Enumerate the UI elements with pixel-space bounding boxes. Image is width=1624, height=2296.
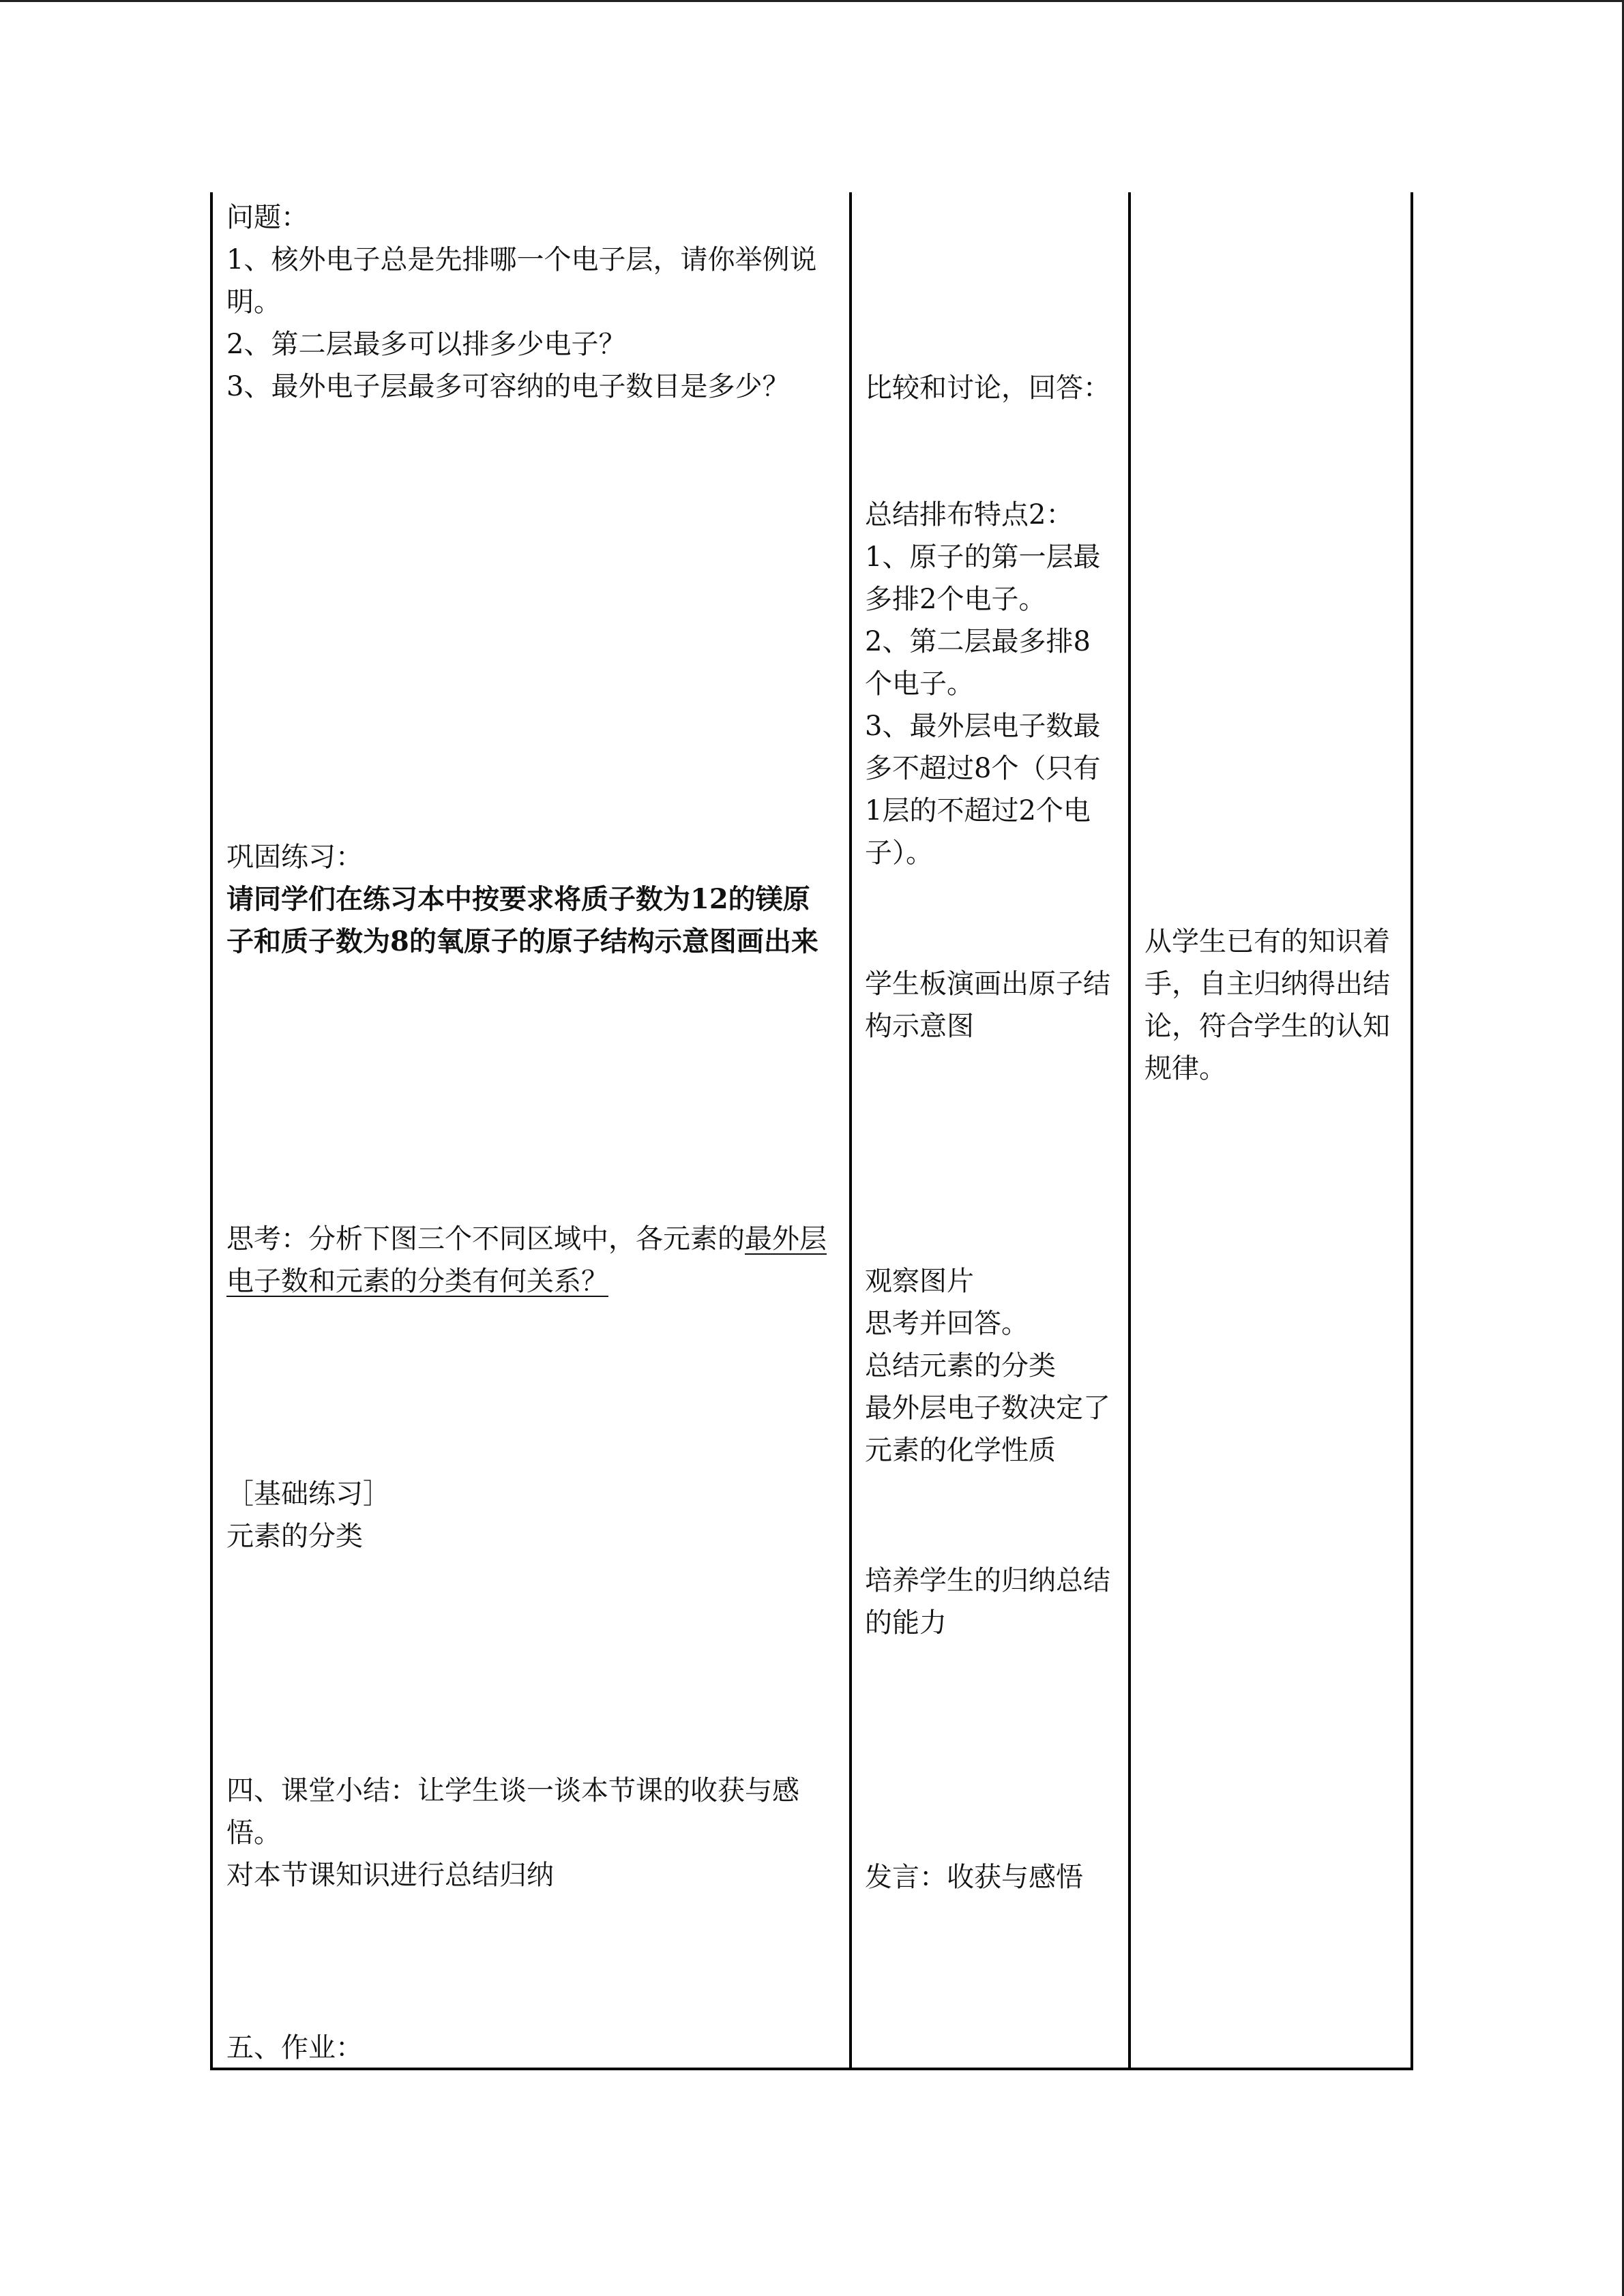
feature-3: 3、最外层电子数最多不超过8个（只有1层的不超过2个电子）。 xyxy=(865,711,1101,869)
col1-summary xyxy=(226,1770,833,1896)
feature-2: 2、第二层最多排8个电子。 xyxy=(865,626,1091,700)
think-underlined: 最外层电子数和元素的分类有何关系？ xyxy=(226,1223,827,1297)
col2-discuss xyxy=(865,367,1117,409)
homework: 五、作业： xyxy=(226,2032,363,2063)
design-intent-text: 从学生已有的知识着手，自主归纳得出结论，符合学生的认知规律。 xyxy=(1145,926,1390,1084)
col2-cultivate xyxy=(865,1560,1117,1644)
table-right-border xyxy=(1411,192,1413,2070)
col1-basic xyxy=(226,1473,833,1557)
summary-heading: 四、课堂小结：让学生谈一谈本节课的收获与感悟。 xyxy=(226,1775,799,1849)
practice-text: 请同学们在练习本中按要求将质子数为12的镁原子和质子数为8的氧原子的原子结构示意图画出来 xyxy=(226,883,818,957)
question-1: 1、核外电子总是先排哪一个电子层，请你举例说明。 xyxy=(226,244,817,318)
observe-text: 观察图片 xyxy=(865,1266,974,1297)
speak-text: 发言：收获与感悟 xyxy=(865,1862,1083,1893)
col1-think xyxy=(226,1218,833,1302)
question-heading: 问题： xyxy=(226,202,308,233)
think-question xyxy=(226,1218,833,1302)
table-left-border xyxy=(210,192,213,2070)
think-prefix: 思考：分析下图三个不同区域中，各元素的 xyxy=(226,1223,745,1255)
col2-speak xyxy=(865,1856,1117,1898)
outer-decides-text: 最外层电子数决定了元素的化学性质 xyxy=(865,1392,1110,1466)
col2-features xyxy=(865,494,1117,874)
cultivate-text: 培养学生的归纳总结的能力 xyxy=(865,1565,1110,1639)
table-divider-1 xyxy=(849,192,852,2070)
col1-questions xyxy=(226,196,833,408)
feature-1: 1、原子的第一层最多排2个电子。 xyxy=(865,541,1101,615)
practice-heading: 巩固练习： xyxy=(226,841,363,873)
col2-board xyxy=(865,963,1117,1047)
table-divider-2 xyxy=(1128,192,1131,2070)
question-2: 2、第二层最多可以排多少电子？ xyxy=(226,329,626,360)
think-answer-text: 思考并回答。 xyxy=(865,1308,1029,1339)
summary-text: 对本节课知识进行总结归纳 xyxy=(226,1860,554,1891)
board-text: 学生板演画出原子结构示意图 xyxy=(865,968,1110,1042)
question-3: 3、最外电子层最多可容纳的电子数目是多少？ xyxy=(226,371,790,402)
summarize-class-text: 总结元素的分类 xyxy=(865,1350,1056,1382)
col2-observe xyxy=(865,1260,1117,1472)
features-title: 总结排布特点2： xyxy=(865,499,1074,531)
col1-practice xyxy=(226,836,833,963)
col3-intent xyxy=(1145,921,1400,1090)
col1-homework xyxy=(226,2027,833,2069)
basic-text: 元素的分类 xyxy=(226,1521,363,1552)
basic-heading: ［基础练习］ xyxy=(226,1478,390,1510)
discuss-text: 比较和讨论，回答： xyxy=(865,372,1110,404)
